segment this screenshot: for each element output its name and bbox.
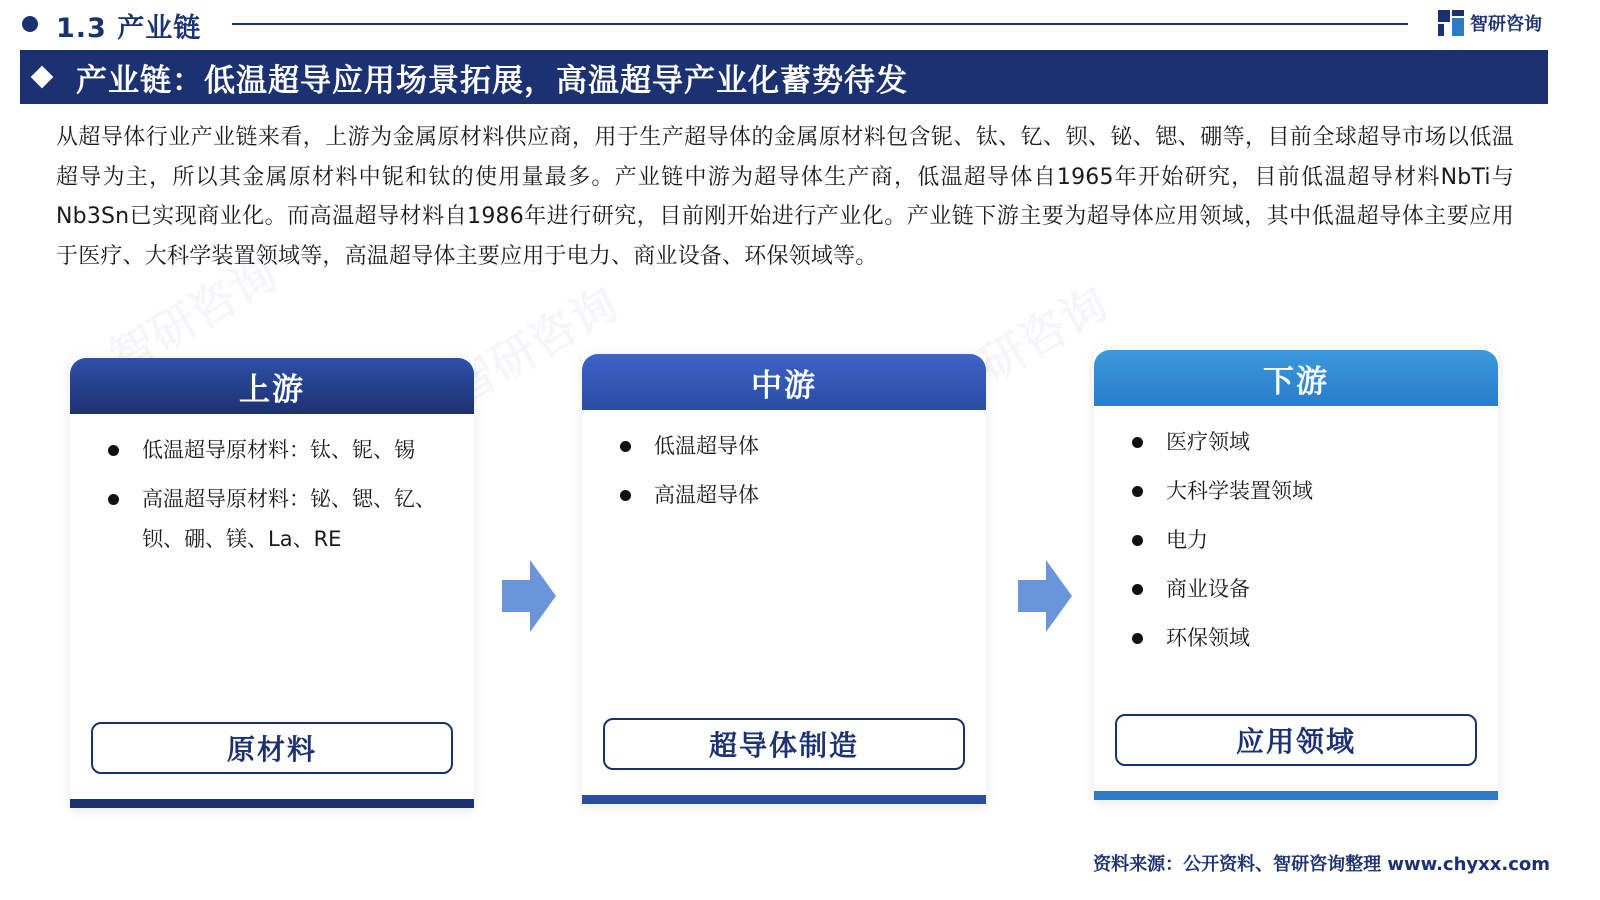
brand-name: 智研咨询 <box>1470 14 1542 35</box>
top-header <box>0 0 1600 48</box>
brand-logo <box>1438 10 1542 36</box>
midstream-label: 超导体制造 <box>603 718 965 770</box>
section-dot-icon <box>22 16 38 32</box>
downstream-footer-bar <box>1094 791 1498 800</box>
list-item: 高温超导原材料：铋、锶、钇、钡、硼、镁、La、RE <box>108 479 448 559</box>
upstream-header: 上游 <box>70 358 474 414</box>
list-item: 医疗领域 <box>1132 422 1472 462</box>
midstream-card <box>582 354 986 804</box>
page-title: 产业链：低温超导应用场景拓展，高温超导产业化蓄势待发 <box>76 62 908 99</box>
list-item: 环保领域 <box>1132 618 1472 658</box>
list-item: 低温超导体 <box>620 426 960 466</box>
downstream-card <box>1094 350 1498 800</box>
upstream-label: 原材料 <box>91 722 453 774</box>
source-note: 资料来源：公开资料、智研咨询整理 www.chyxx.com <box>1093 854 1550 875</box>
arrow-right-icon <box>502 560 556 632</box>
bullet-icon <box>108 445 119 456</box>
brand-logo-icon <box>1438 10 1464 36</box>
midstream-list <box>620 426 960 524</box>
list-item: 商业设备 <box>1132 569 1472 609</box>
bullet-icon <box>1132 584 1143 595</box>
downstream-label: 应用领域 <box>1115 714 1477 766</box>
arrow-right-icon <box>1018 560 1072 632</box>
bullet-icon <box>1132 486 1143 497</box>
section-title: 1.3 产业链 <box>56 13 202 44</box>
downstream-list <box>1132 422 1472 667</box>
bullet-icon <box>1132 535 1143 546</box>
list-item: 大科学装置领域 <box>1132 471 1472 511</box>
bullet-icon <box>1132 633 1143 644</box>
bullet-icon <box>108 494 119 505</box>
list-item: 电力 <box>1132 520 1472 560</box>
midstream-footer-bar <box>582 795 986 804</box>
list-item: 高温超导体 <box>620 475 960 515</box>
list-item: 低温超导原材料：钛、铌、锡 <box>108 430 448 470</box>
intro-paragraph: 从超导体行业产业链来看，上游为金属原材料供应商，用于生产超导体的金属原材料包含铌、钛、钇、钡、铋、锶、硼等，目前全球超导市场以低温超导为主，所以其金属原材料中铌和钛的使用量最多。产业链中游为超导体生产商，低温超导体自1965年开始研究，目前低温超导材料NbTi与Nb3Sn已实现商业化。而高温超导材料自1986年进行研究，目前刚开始进行产业化。产业链下游主要为超导体应用领域，其中低温超导体主要应用于医疗、大科学装置领域等，高温超导体主要应用于电力、商业设备、环保领域等。 <box>56 125 1514 269</box>
bullet-icon <box>620 490 631 501</box>
upstream-card <box>70 358 474 808</box>
upstream-list <box>108 430 448 568</box>
title-banner <box>20 50 1548 104</box>
header-divider <box>232 23 1408 25</box>
diamond-icon <box>31 66 54 89</box>
midstream-header: 中游 <box>582 354 986 410</box>
upstream-footer-bar <box>70 799 474 808</box>
downstream-header: 下游 <box>1094 350 1498 406</box>
bullet-icon <box>1132 437 1143 448</box>
bullet-icon <box>620 441 631 452</box>
